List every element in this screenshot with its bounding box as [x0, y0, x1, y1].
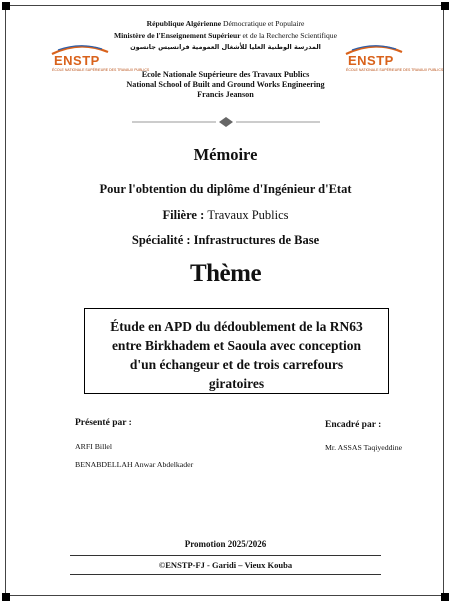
- theme-heading: Thème: [189, 260, 262, 287]
- filiere-value: Travaux Publics: [207, 208, 289, 222]
- republic-bold: République Algérienne: [146, 19, 222, 28]
- logo-caption: ÉCOLE NATIONALE SUPÉRIEURE DES TRAVAUX PUBLICS: [346, 68, 444, 72]
- corner-ornament-bottom-right: [441, 593, 449, 601]
- theme-line-4: giratoires: [208, 376, 265, 391]
- document-purpose: Pour l'obtention du diplôme d'Ingénieur d'Etat: [99, 182, 352, 196]
- header-divider: [132, 116, 320, 128]
- arabic-school-name: المدرسة الوطنية العليا للأشغال العمومية فرانسيس جانسون: [130, 43, 321, 51]
- ministry-normal: et de la Recherche Scientifique: [240, 31, 337, 40]
- supervisor-name: Mr. ASSAS Taqiyeddine: [325, 443, 403, 452]
- footer-rule-top: [70, 555, 381, 556]
- theme-title-box: [84, 308, 389, 394]
- presented-label: Présenté par :: [75, 418, 132, 428]
- specialite-line: Spécialité : Infrastructures de Base: [131, 233, 320, 247]
- republic-line: [0, 19, 451, 28]
- corner-ornament-bottom-left: [2, 593, 10, 601]
- school-name-person: Francis Jeanson: [197, 90, 254, 99]
- school-name-en: National School of Built and Ground Works Engineering: [126, 80, 325, 89]
- theme-line-3: d'un échangeur et de trois carrefours: [129, 357, 344, 372]
- footer-address: ©ENSTP-FJ - Garidi – Vieux Kouba: [158, 560, 293, 570]
- logo-caption: ÉCOLE NATIONALE SUPÉRIEURE DES TRAVAUX PUBLICS: [52, 68, 150, 72]
- ministry-bold: Ministère de l'Enseignement Supérieur: [114, 31, 241, 40]
- promotion: Promotion 2025/2026: [184, 539, 267, 549]
- republic-normal: Démocratique et Populaire: [221, 19, 305, 28]
- logo-word: ENSTP: [54, 53, 100, 68]
- document-type: Mémoire: [193, 145, 258, 164]
- supervised-label: Encadré par :: [325, 420, 382, 430]
- student-name-2: BENABDELLAH Anwar Abdelkader: [75, 460, 194, 469]
- filiere-label: Filière :: [162, 208, 208, 222]
- corner-ornament-top-right: [441, 2, 449, 10]
- filiere-line: [0, 208, 451, 223]
- theme-line-1: Étude en APD du dédoublement de la RN63: [110, 319, 363, 334]
- footer-rule-bottom: [70, 574, 381, 575]
- ministry-line: [0, 31, 451, 40]
- student-name-1: ARFI Billel: [75, 442, 113, 451]
- corner-ornament-top-left: [2, 2, 10, 10]
- logo-word: ENSTP: [348, 53, 394, 68]
- school-name-fr: Ecole Nationale Supérieure des Travaux Publics: [141, 70, 310, 79]
- theme-line-2: entre Birkhadem et Saoula avec conception: [111, 338, 362, 353]
